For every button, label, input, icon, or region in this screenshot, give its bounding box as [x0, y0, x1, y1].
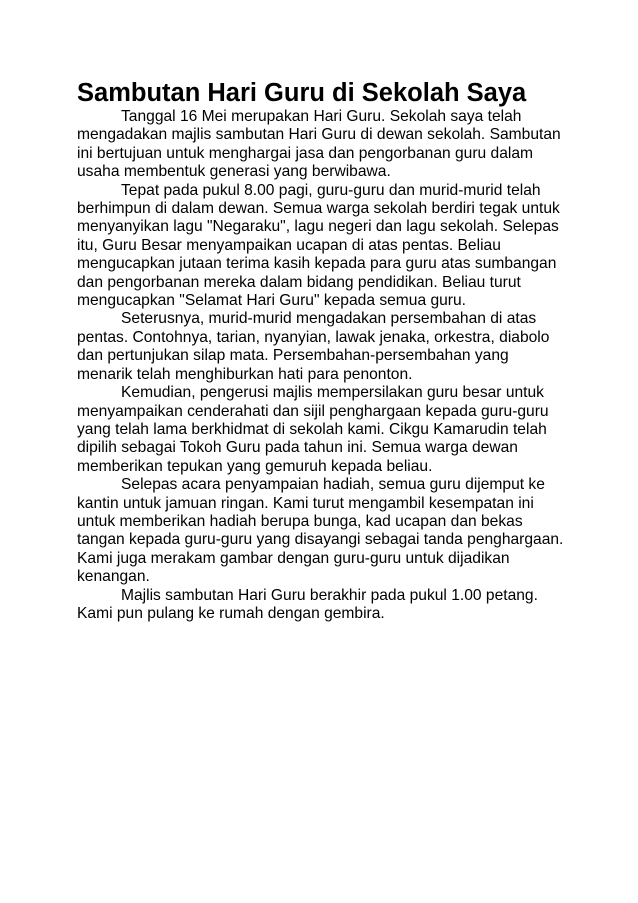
- paragraph-2: Tepat pada pukul 8.00 pagi, guru-guru dan murid-murid telah berhimpun di dalam dewan. Semua warga sekolah berdiri tegak untuk menyanyikan lagu "Negaraku", lagu negeri dan lagu sekolah. Selepas itu, Guru Besar menyampaikan ucapan di atas pentas. Beliau mengucapkan jutaan terima kasih kepada para guru atas sumbangan dan pengorbanan mereka dalam bidang pendidikan. Beliau turut mengucapkan "Selamat Hari Guru" kepada semua guru.: [77, 181, 560, 310]
- paragraph-1: Tanggal 16 Mei merupakan Hari Guru. Sekolah saya telah mengadakan majlis sambutan Hari Guru di dewan sekolah. Sambutan ini bertujuan untuk menghargai jasa dan pengorbanan guru dalam usaha membentuk generasi yang berwibawa.: [77, 108, 561, 181]
- paragraph-6: Majlis sambutan Hari Guru berakhir pada pukul 1.00 petang. Kami pun pulang ke rumah dengan gembira.: [77, 586, 538, 622]
- document-title: Sambutan Hari Guru di Sekolah Saya: [77, 79, 527, 107]
- paragraph-3: Seterusnya, murid-murid mengadakan persembahan di atas pentas. Contohnya, tarian, nyanyian, lawak jenaka, orkestra, diabolo dan pertunjukan silap mata. Persembahan-persembahan yang menarik telah menghiburkan hati para penonton.: [77, 310, 550, 383]
- paragraph-4: Kemudian, pengerusi majlis mempersilakan guru besar untuk menyampaikan cenderahati dan sijil penghargaan kepada guru-guru yang telah lama berkhidmat di sekolah kami. Cikgu Kamarudin telah dipilih sebagai Tokoh Guru pada tahun ini. Semua warga dewan memberikan tepukan yang gemuruh kepada beliau.: [77, 384, 549, 475]
- paragraph-5: Selepas acara penyampaian hadiah, semua guru dijemput ke kantin untuk jamuan ringan. Kami turut mengambil kesempatan ini untuk memberikan hadiah berupa bunga, kad ucapan dan bekas tangan kepada guru-guru yang disayangi sebagai tanda penghargaan. Kami juga merakam gambar dengan guru-guru untuk dijadikan kenangan.: [77, 476, 564, 586]
- document-page: [77, 78, 567, 623]
